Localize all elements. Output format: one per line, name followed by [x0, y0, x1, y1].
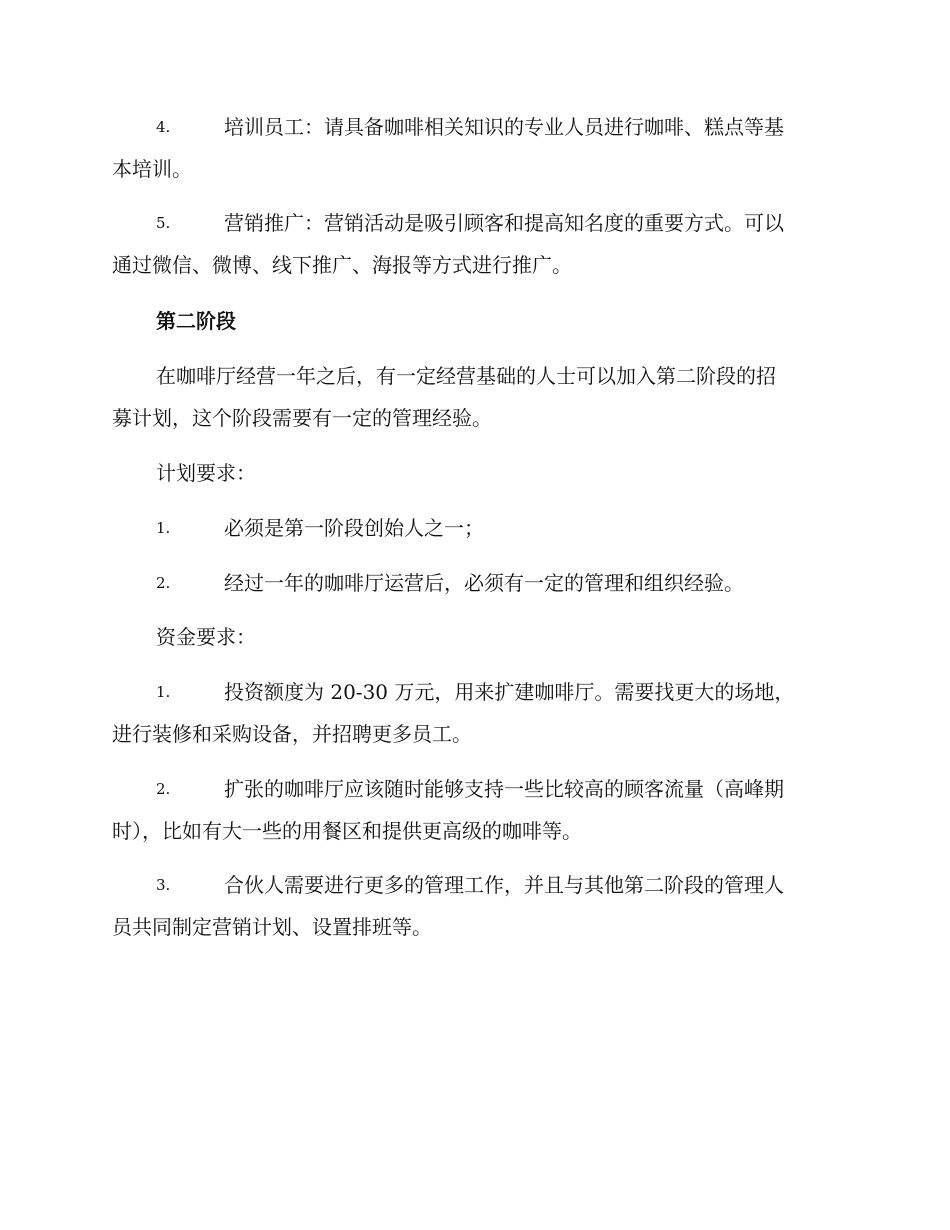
fund-item — [112, 864, 834, 948]
list-item-text-line1: 培训员工：请具备咖啡相关知识的专业人员进行咖啡、糕点等基 — [224, 115, 784, 139]
list-item-training — [112, 106, 834, 190]
intro-paragraph — [112, 355, 834, 439]
list-item-text: 必须是第一阶段创始人之一； — [224, 516, 484, 540]
list-number: 2. — [156, 574, 171, 592]
intro-line1: 在咖啡厅经营一年之后，有一定经营基础的人士可以加入第二阶段的招 — [156, 364, 776, 388]
list-item-text-line1: 营销推广：营销活动是吸引顾客和提高知名度的重要方式。可以 — [224, 211, 784, 235]
intro-line2: 募计划，这个阶段需要有一定的管理经验。 — [112, 406, 492, 430]
list-number: 3. — [156, 876, 171, 894]
plan-item — [112, 562, 834, 604]
plan-requirements-text: 计划要求： — [156, 461, 256, 485]
fund-item — [112, 768, 834, 852]
list-item-text-line1: 扩张的咖啡厅应该随时能够支持一些比较高的顾客流量（高峰期 — [224, 777, 784, 801]
fund-requirements-label — [112, 616, 834, 658]
list-number: 1. — [156, 519, 171, 537]
list-item-text-line2: 通过微信、微博、线下推广、海报等方式进行推广。 — [112, 253, 572, 277]
list-item-text-line2: 本培训。 — [112, 157, 192, 181]
section-heading-text: 第二阶段 — [156, 309, 236, 333]
list-item-text-line1: 投资额度为 20-30 万元，用来扩建咖啡厅。需要找更大的场地， — [224, 680, 795, 704]
fund-requirements-text: 资金要求： — [156, 625, 256, 649]
list-number: 1. — [156, 683, 171, 701]
list-item-text-line1: 合伙人需要进行更多的管理工作，并且与其他第二阶段的管理人 — [224, 873, 784, 897]
list-item-text: 经过一年的咖啡厅运营后，必须有一定的管理和组织经验。 — [224, 571, 744, 595]
list-number: 2. — [156, 780, 171, 798]
list-item-text-line2: 进行装修和采购设备，并招聘更多员工。 — [112, 722, 472, 746]
list-number: 5. — [156, 214, 171, 232]
section-heading — [112, 300, 834, 342]
fund-item — [112, 671, 834, 755]
list-item-text-line2: 时），比如有大一些的用餐区和提供更高级的咖啡等。 — [112, 819, 582, 843]
plan-requirements-label — [112, 452, 834, 494]
list-item-marketing — [112, 202, 834, 286]
list-item-text-line2: 员共同制定营销计划、设置排班等。 — [112, 915, 432, 939]
plan-item — [112, 507, 834, 549]
list-number: 4. — [156, 118, 171, 136]
